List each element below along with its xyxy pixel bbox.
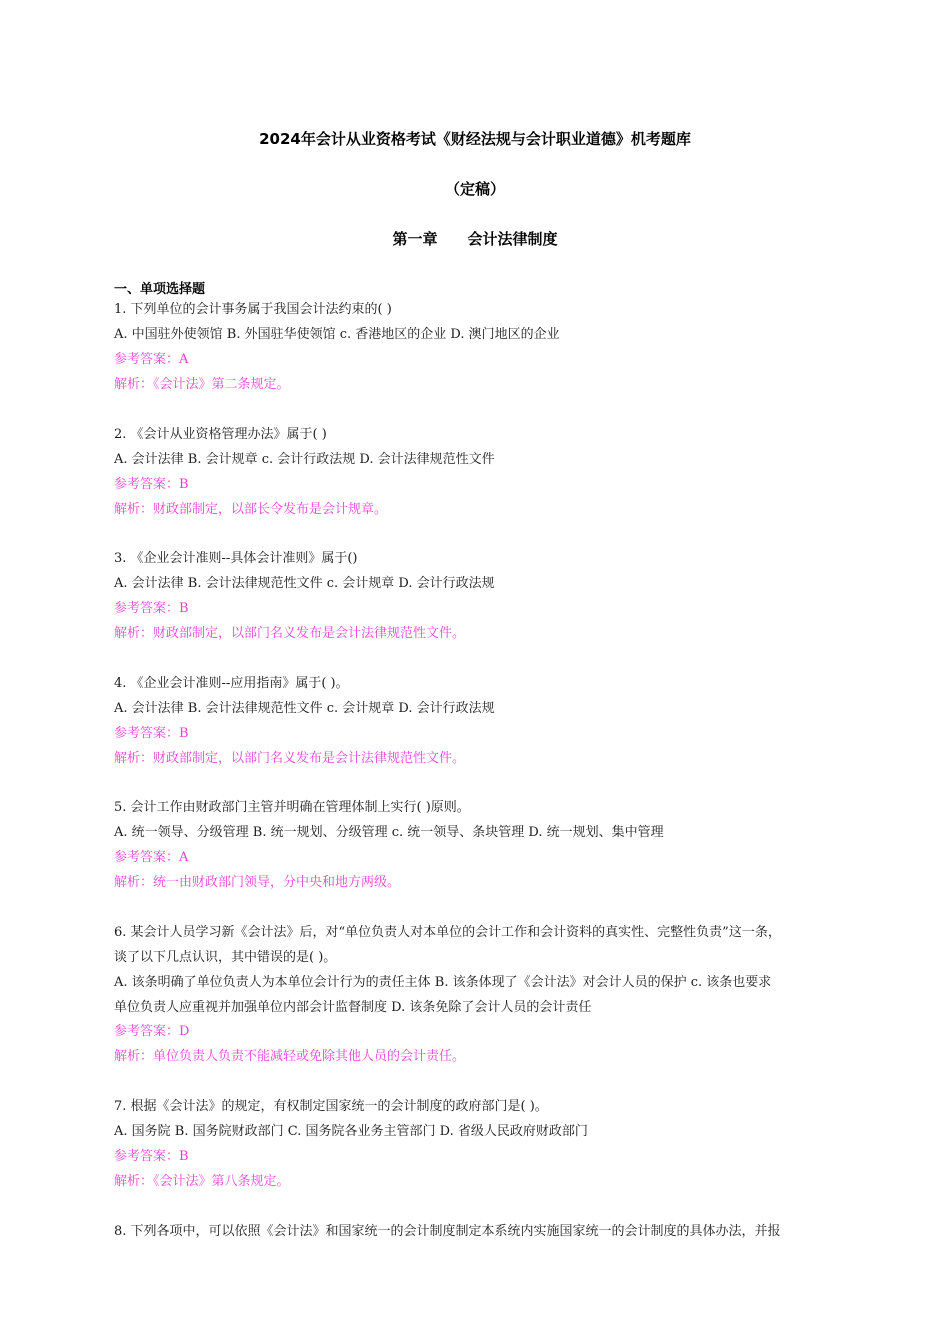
- question-2-analysis: 解析：财政部制定，以部长令发布是会计规章。: [114, 502, 388, 517]
- question-6-answer: 参考答案：D: [114, 1024, 190, 1039]
- question-8-stem: 8. 下列各项中，可以依照《会计法》和国家统一的会计制度制定本系统内实施国家统一的会计制度的具体办法，并报: [114, 1224, 781, 1239]
- question-1-answer: 参考答案：A: [114, 352, 189, 367]
- question-6-stem-line-1: 6. 某会计人员学习新《会计法》后，对“单位负责人对本单位的会计工作和会计资料的真实性、完整性负责”这一条，: [114, 925, 781, 940]
- question-5-answer: 参考答案：A: [114, 850, 189, 865]
- question-6-analysis: 解析：单位负责人负责不能减轻或免除其他人员的会计责任。: [114, 1049, 466, 1064]
- question-6-stem-line-2: 谈了以下几点认识，其中错误的是( )。: [114, 950, 337, 965]
- question-6-options-line-2: 单位负责人应重视并加强单位内部会计监督制度 D. 该条免除了会计人员的会计责任: [114, 1000, 592, 1015]
- question-5-analysis: 解析：统一由财政部门领导，分中央和地方两级。: [114, 875, 401, 890]
- question-3-stem: 3. 《企业会计准则--具体会计准则》属于(): [114, 551, 358, 566]
- question-4-answer: 参考答案：B: [114, 726, 189, 741]
- question-2-options: A. 会计法律 B. 会计规章 c. 会计行政法规 D. 会计法律规范性文件: [114, 452, 495, 467]
- question-1-options: A. 中国驻外使领馆 B. 外国驻华使领馆 c. 香港地区的企业 D. 澳门地区的企业: [114, 327, 560, 342]
- question-1-analysis: 解析：《会计法》第二条规定。: [114, 377, 290, 392]
- question-3-answer: 参考答案：B: [114, 601, 189, 616]
- question-4-stem: 4. 《企业会计准则--应用指南》属于( )。: [114, 676, 349, 691]
- question-3-analysis: 解析：财政部制定，以部门名义发布是会计法律规范性文件。: [114, 626, 466, 641]
- chapter-heading: [0, 228, 950, 249]
- question-4-options: A. 会计法律 B. 会计法律规范性文件 c. 会计规章 D. 会计行政法规: [114, 701, 495, 716]
- question-3-options: A. 会计法律 B. 会计法律规范性文件 c. 会计规章 D. 会计行政法规: [114, 576, 495, 591]
- question-7-options: A. 国务院 B. 国务院财政部门 C. 国务院各业务主管部门 D. 省级人民政府财政部门: [114, 1124, 588, 1139]
- document-title: 2024年会计从业资格考试《财经法规与会计职业道德》机考题库: [259, 130, 691, 148]
- question-6-options-line-1: A. 该条明确了单位负责人为本单位会计行为的责任主体 B. 该条体现了《会计法》对会计人员的保护 c. 该条也要求: [114, 975, 772, 990]
- question-2-stem: 2. 《会计从业资格管理办法》属于( ): [114, 427, 327, 442]
- question-7-analysis: 解析：《会计法》第八条规定。: [114, 1174, 290, 1189]
- question-7-stem: 7. 根据《会计法》的规定，有权制定国家统一的会计制度的政府部门是( )。: [114, 1099, 548, 1114]
- question-2-answer: 参考答案：B: [114, 477, 189, 492]
- chapter-name: 会计法律制度: [467, 230, 558, 248]
- question-7-answer: 参考答案：B: [114, 1149, 189, 1164]
- document-subtitle: （定稿）: [444, 180, 505, 198]
- chapter-number: 第一章: [392, 230, 438, 248]
- question-1-stem: 1. 下列单位的会计事务属于我国会计法约束的( ): [114, 302, 392, 317]
- section-heading: 一、单项选择题: [114, 282, 206, 297]
- question-5-options: A. 统一领导、分级管理 B. 统一规划、分级管理 c. 统一领导、条块管理 D. 统一规划、集中管理: [114, 825, 664, 840]
- question-5-stem: 5. 会计工作由财政部门主管并明确在管理体制上实行( )原则。: [114, 800, 470, 815]
- question-4-analysis: 解析：财政部制定，以部门名义发布是会计法律规范性文件。: [114, 751, 466, 766]
